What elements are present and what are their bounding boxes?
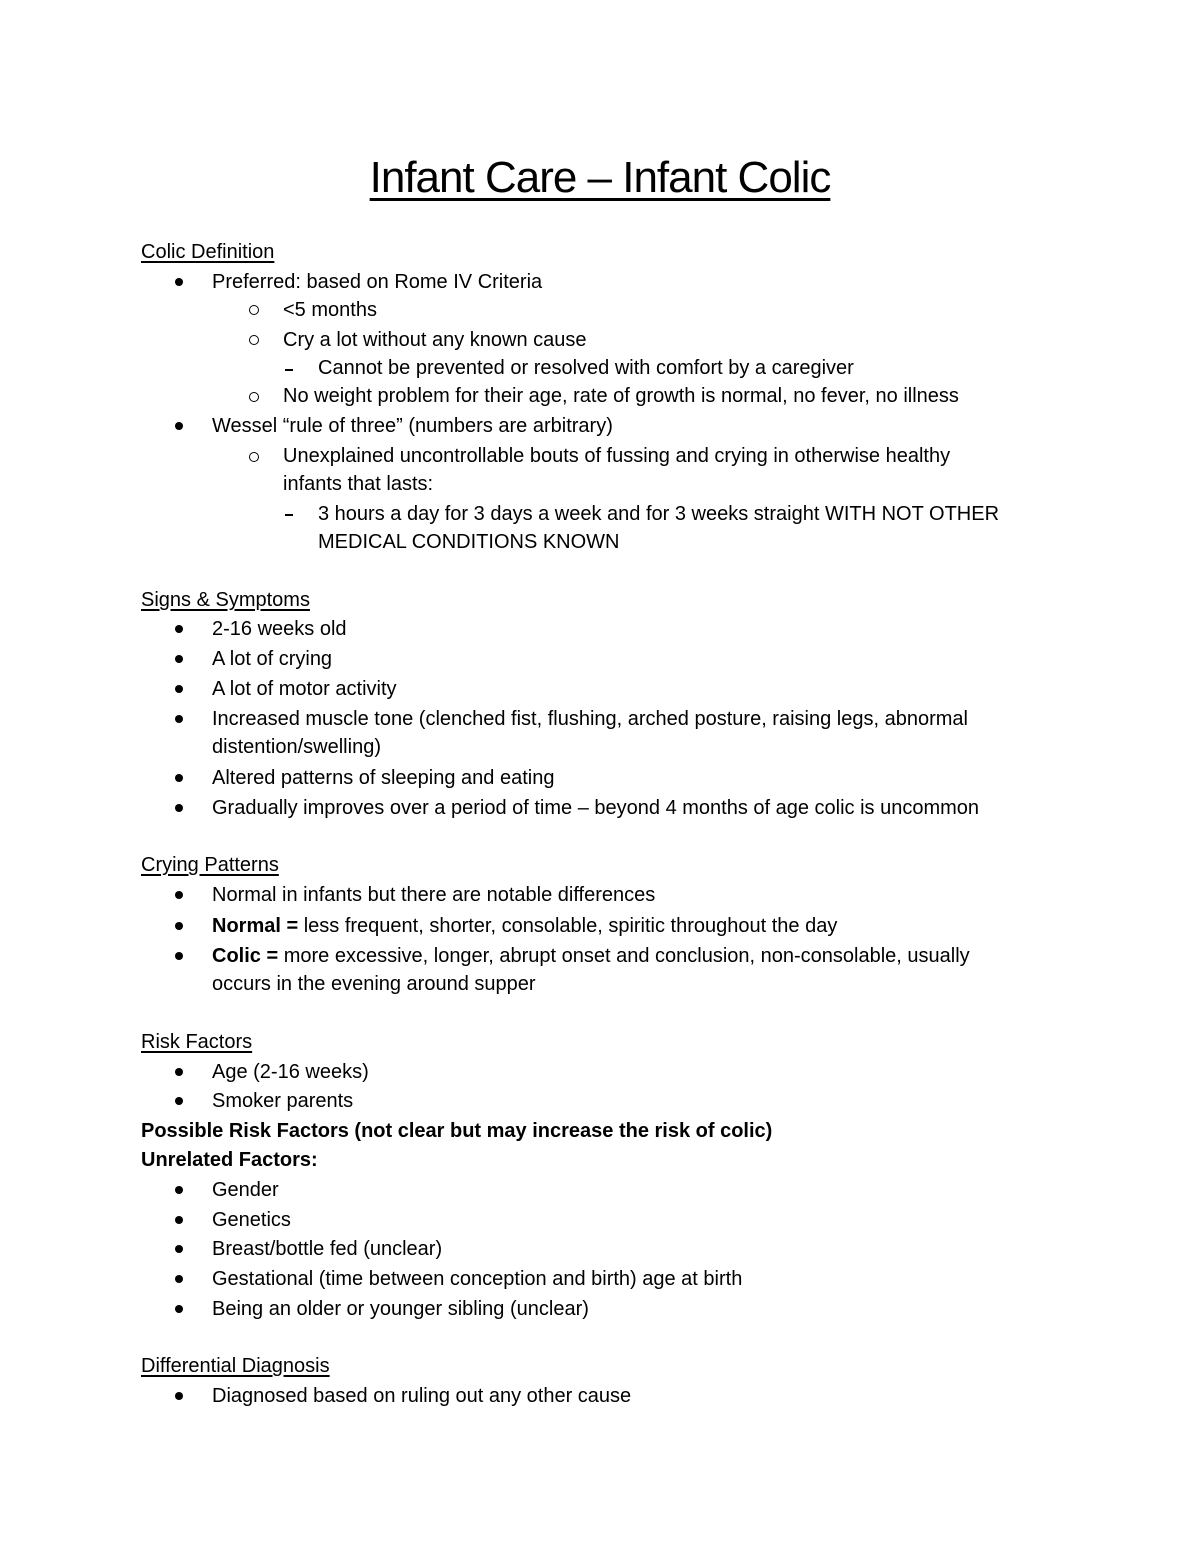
sub-list-item: Unexplained uncontrollable bouts of fussing and crying in otherwise healthy (283, 445, 951, 467)
bullet-icon (175, 1275, 183, 1283)
term-description: more excessive, longer, abrupt onset and conclusion, non-consolable, usually (278, 945, 970, 967)
list-item: Genetics (212, 1209, 291, 1231)
unrelated-factors-label: Unrelated Factors: (141, 1149, 318, 1171)
bullet-icon (175, 804, 183, 812)
sub-sub-list-item-continuation: MEDICAL CONDITIONS KNOWN (318, 531, 620, 553)
sub-list-item: No weight problem for their age, rate of growth is normal, no fever, no illness (283, 385, 959, 407)
list-item: A lot of crying (212, 648, 333, 670)
list-item-continuation: distention/swelling) (212, 736, 381, 758)
list-item: Gradually improves over a period of time – beyond 4 months of age colic is uncommon (212, 797, 980, 819)
bullet-icon (175, 1216, 183, 1224)
bullet-icon (175, 1097, 183, 1105)
bullet-icon (175, 655, 183, 663)
list-item: Altered patterns of sleeping and eating (212, 767, 555, 789)
circle-bullet-icon (249, 335, 259, 345)
bullet-icon (175, 1186, 183, 1194)
bullet-icon (175, 715, 183, 723)
list-item: A lot of motor activity (212, 678, 397, 700)
bullet-icon (175, 1305, 183, 1313)
bullet-icon (175, 1245, 183, 1253)
term-description: less frequent, shorter, consolable, spiritic throughout the day (298, 915, 838, 937)
dash-bullet-icon (285, 369, 293, 371)
list-item: Gender (212, 1179, 279, 1201)
list-item (212, 942, 970, 970)
section-heading-differential: Differential Diagnosis (141, 1355, 330, 1377)
list-item: Breast/bottle fed (unclear) (212, 1238, 443, 1260)
bullet-icon (175, 685, 183, 693)
list-item: Increased muscle tone (clenched fist, flushing, arched posture, raising legs, abnormal (212, 708, 968, 730)
possible-risk-factors-label: Possible Risk Factors (not clear but may increase the risk of colic) (141, 1120, 773, 1142)
bullet-icon (175, 625, 183, 633)
list-item: Diagnosed based on ruling out any other cause (212, 1385, 632, 1407)
section-heading-symptoms: Signs & Symptoms (141, 589, 310, 611)
circle-bullet-icon (249, 452, 259, 462)
list-item: Wessel “rule of three” (numbers are arbitrary) (212, 415, 613, 437)
list-item: Gestational (time between conception and birth) age at birth (212, 1268, 743, 1290)
term-label: Normal = (212, 915, 299, 937)
list-item: Normal in infants but there are notable differences (212, 884, 656, 906)
list-item: Preferred: based on Rome IV Criteria (212, 271, 543, 293)
list-item: Smoker parents (212, 1090, 354, 1112)
bullet-icon (175, 422, 183, 430)
sub-sub-list-item: Cannot be prevented or resolved with comfort by a caregiver (318, 357, 854, 379)
circle-bullet-icon (249, 305, 259, 315)
bullet-icon (175, 278, 183, 286)
sub-list-item: Cry a lot without any known cause (283, 329, 587, 351)
sub-sub-list-item: 3 hours a day for 3 days a week and for 3 weeks straight WITH NOT OTHER (318, 503, 1000, 525)
section-heading-crying: Crying Patterns (141, 854, 279, 876)
bullet-icon (175, 891, 183, 899)
bullet-icon (175, 922, 183, 930)
bullet-icon (175, 774, 183, 782)
section-heading-risk: Risk Factors (141, 1031, 253, 1053)
list-item (212, 912, 837, 940)
sub-list-item: <5 months (283, 299, 377, 321)
page-title: Infant Care – Infant Colic (369, 153, 831, 202)
bullet-icon (175, 1392, 183, 1400)
list-item-continuation: occurs in the evening around supper (212, 973, 536, 995)
bullet-icon (175, 1068, 183, 1076)
section-heading-definition: Colic Definition (141, 241, 275, 263)
list-item: 2-16 weeks old (212, 618, 347, 640)
sub-list-item-continuation: infants that lasts: (283, 473, 434, 495)
dash-bullet-icon (285, 514, 293, 516)
bullet-icon (175, 952, 183, 960)
term-label: Colic = (212, 945, 279, 967)
circle-bullet-icon (249, 392, 259, 402)
list-item: Age (2-16 weeks) (212, 1061, 369, 1083)
list-item: Being an older or younger sibling (unclear) (212, 1298, 589, 1320)
